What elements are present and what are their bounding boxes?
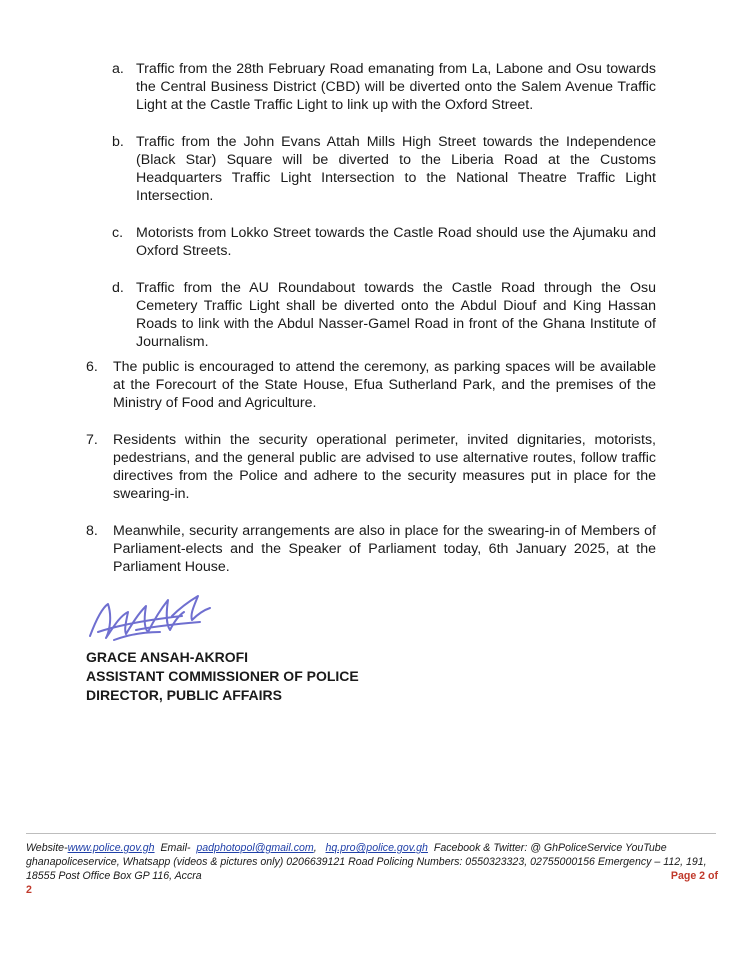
footer-line-2: ghanapoliceservice, Whatsapp (videos & pictures only) 0206639121 Road Policing Numbers: 0550323323, 02755000156 Emergency – 112, 191, <box>26 856 707 868</box>
footer-divider <box>26 833 716 834</box>
list-item <box>112 224 656 260</box>
list-marker: d. <box>112 280 124 296</box>
footer <box>26 841 718 896</box>
page-number-label: Page 2 of <box>670 870 718 882</box>
list-number: 8. <box>86 523 98 539</box>
page-number-total: 2 <box>26 884 32 896</box>
list-item <box>112 279 656 351</box>
list-marker: b. <box>112 134 124 150</box>
diversion-sub-list <box>112 60 656 370</box>
list-item-text: Traffic from the AU Roundabout towards the Castle Road through the Osu Cemetery Traffic Light shall be diverted onto the Abdul Diouf and King Hassan Roads to link with the Abdul Nasser-Gamel Road in front of the Ghana Institute of Journalism. <box>136 280 656 350</box>
list-item <box>112 60 656 114</box>
email-link-1[interactable]: padphotopol@gmail.com <box>196 842 314 854</box>
list-item <box>86 431 656 503</box>
signatory-title: DIRECTOR, PUBLIC AFFAIRS <box>86 687 283 703</box>
list-marker: c. <box>112 225 124 241</box>
list-item <box>86 522 656 576</box>
list-item <box>86 358 656 412</box>
list-number: 7. <box>86 432 98 448</box>
list-marker: a. <box>112 61 124 77</box>
email-label: Email- <box>160 842 191 854</box>
numbered-list <box>86 358 656 595</box>
footer-line-3: 18555 Post Office Box GP 116, Accra <box>26 870 202 882</box>
list-item-text: Traffic from the 28th February Road emanating from La, Labone and Osu towards the Central Business District (CBD) will be diverted onto the Salem Avenue Traffic Light at the Castle Traffic Light to link up with the Oxford Street. <box>136 61 656 113</box>
footer-social-text: Facebook & Twitter: @ GhPoliceService YouTube <box>433 842 667 854</box>
signatory-block <box>86 648 359 705</box>
list-item-text: Meanwhile, security arrangements are also in place for the swearing-in of Members of Parliament-elects and the Speaker of Parliament today, 6th January 2025, at the Parliament House. <box>113 523 656 575</box>
website-label: Website- <box>26 842 68 854</box>
signatory-rank: ASSISTANT COMMISSIONER OF POLICE <box>86 668 359 684</box>
footer-line-1: Website-www.police.gov.gh Email- padphotopol@gmail.com, hq.pro@police.gov.gh Facebook & Twitter: @ GhPoliceService YouTube <box>26 842 667 854</box>
signature-icon <box>86 586 226 646</box>
signatory-name: GRACE ANSAH-AKROFI <box>86 649 249 665</box>
list-item-text: Motorists from Lokko Street towards the Castle Road should use the Ajumaku and Oxford Streets. <box>136 225 656 259</box>
list-item-text: The public is encouraged to attend the ceremony, as parking spaces will be available at the Forecourt of the State House, Efua Sutherland Park, and the premises of the Ministry of Food and Agriculture. <box>113 359 656 411</box>
list-item-text: Residents within the security operational perimeter, invited dignitaries, motorists, pedestrians, and the general public are advised to use alternative routes, follow traffic directives from the Police and adhere to the security measures put in place for the swearing-in. <box>113 432 656 502</box>
website-link[interactable]: www.police.gov.gh <box>67 842 155 854</box>
list-item-text: Traffic from the John Evans Attah Mills High Street towards the Independence (Black Star) Square will be diverted to the Liberia Road at the Customs Headquarters Traffic Light Intersection to the National Theatre Traffic Light Intersection. <box>136 134 656 204</box>
email-link-2[interactable]: hq.pro@police.gov.gh <box>325 842 428 854</box>
list-number: 6. <box>86 359 98 375</box>
list-item <box>112 133 656 205</box>
